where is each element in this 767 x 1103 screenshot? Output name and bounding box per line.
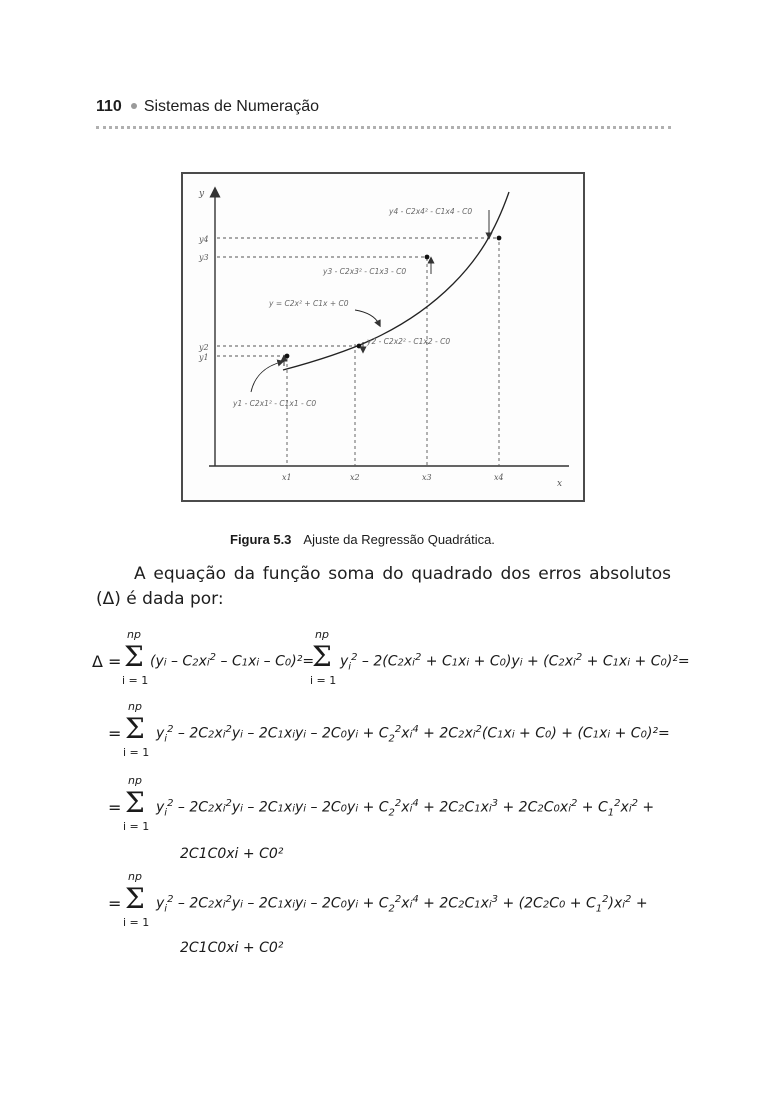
caption-text: Ajuste da Regressão Quadrática. [303, 532, 495, 547]
eq1-lower-limit-a: i = 1 [122, 674, 149, 687]
data-point-3 [425, 255, 430, 260]
eq3-lower-limit: i = 1 [123, 820, 150, 833]
bullet-icon [131, 103, 137, 109]
eq3-equals: = [108, 798, 122, 817]
body-paragraph: A equação da função soma do quadrado dos erros absolutos (Δ) é dada por: [96, 564, 671, 609]
eq1-lower-limit-b: i = 1 [310, 674, 337, 687]
page-number: 110 [96, 98, 122, 115]
annotation-err4: y4 - C2x4² - C1x4 - C0 [389, 207, 473, 216]
eq1-sigma-b: Σ [312, 640, 332, 673]
data-point-4 [497, 236, 502, 241]
eq2-term: $y_i^2 - 2C2xi^2yi$ – 2C1xiyi – $2C0yi + C_2^2xi^4 + 2C2xi^2(C1xi + C0) + (C1xi + C0)^2=$ [156, 724, 670, 745]
figure-svg [183, 174, 587, 504]
eq3-term: $y_i^2 - 2C2xi^2yi$ – 2C1xiyi – $2C0yi + C_2^2xi^4 + 2C2C1xi^3 + 2C2C0xi^2 + C_1^2xi^2$ + [156, 798, 655, 819]
y-tick-y4: y4 [199, 235, 209, 244]
eq3-continuation: 2C1C0xi + C0² [180, 846, 284, 862]
err1-leader [251, 362, 281, 392]
y-tick-y3: y3 [199, 253, 209, 262]
caption-label: Figura 5.3 [230, 532, 292, 547]
eq4-sigma: Σ [125, 882, 145, 915]
eq4-continuation: 2C1C0xi + C0² [180, 940, 284, 956]
annotation-err3: y3 - C2x3² - C1x3 - C0 [323, 267, 407, 276]
eq1-term-b: $y_i^2 - 2(C2xi^2 + C1xi + C0)yi + (C2xi^2 + C1xi + C0)^2=$ [340, 652, 690, 673]
delta-symbol: Δ = [92, 652, 122, 671]
eq4-term: $y_i^2 - 2C2xi^2yi$ – 2C1xiyi – $2C0yi + C_2^2xi^4 + 2C2C1xi^3 + (2C2C0 + C_1^2)xi^2$ + [156, 894, 648, 915]
y-axis-label: y [199, 189, 205, 199]
header-divider [96, 126, 671, 129]
eq1-upper-limit-b: np [315, 628, 329, 641]
y-tick-y2: y2 [199, 343, 209, 352]
eq2-sigma: Σ [125, 712, 145, 745]
x-tick-x4: x4 [494, 473, 504, 482]
x-tick-x1: x1 [282, 473, 292, 482]
x-axis-label: x [557, 479, 563, 489]
figure-quadratic-regression [181, 172, 585, 502]
eq4-upper-limit: np [128, 870, 142, 883]
data-point-2 [357, 344, 362, 349]
x-tick-x2: x2 [350, 473, 360, 482]
eq1-upper-limit-a: np [127, 628, 141, 641]
annotation-err1: y1 - C2x1² - C1x1 - C0 [233, 399, 317, 408]
book-title: Sistemas de Numeração [143, 98, 319, 115]
eq3-sigma: Σ [125, 786, 145, 819]
eq1-term-a: $(yi - C2xi^2 - C1xi - C0)^2=$ [150, 652, 315, 670]
y-tick-y1: y1 [199, 353, 209, 362]
running-head [96, 98, 319, 116]
figure-caption [230, 532, 495, 547]
annotation-curve: y = C2x² + C1x + C0 [269, 299, 349, 308]
eq2-lower-limit: i = 1 [123, 746, 150, 759]
eq3-upper-limit: np [128, 774, 142, 787]
eq1-sigma-a: Σ [124, 640, 144, 673]
eq4-equals: = [108, 894, 122, 913]
eq4-lower-limit: i = 1 [123, 916, 150, 929]
annotation-err2: y2 - C2x2² - C1x2 - C0 [367, 337, 451, 346]
x-tick-x3: x3 [422, 473, 432, 482]
eq2-upper-limit: np [128, 700, 142, 713]
eq2-equals: = [108, 724, 122, 743]
curve-leader [355, 310, 379, 324]
data-point-1 [285, 354, 290, 359]
